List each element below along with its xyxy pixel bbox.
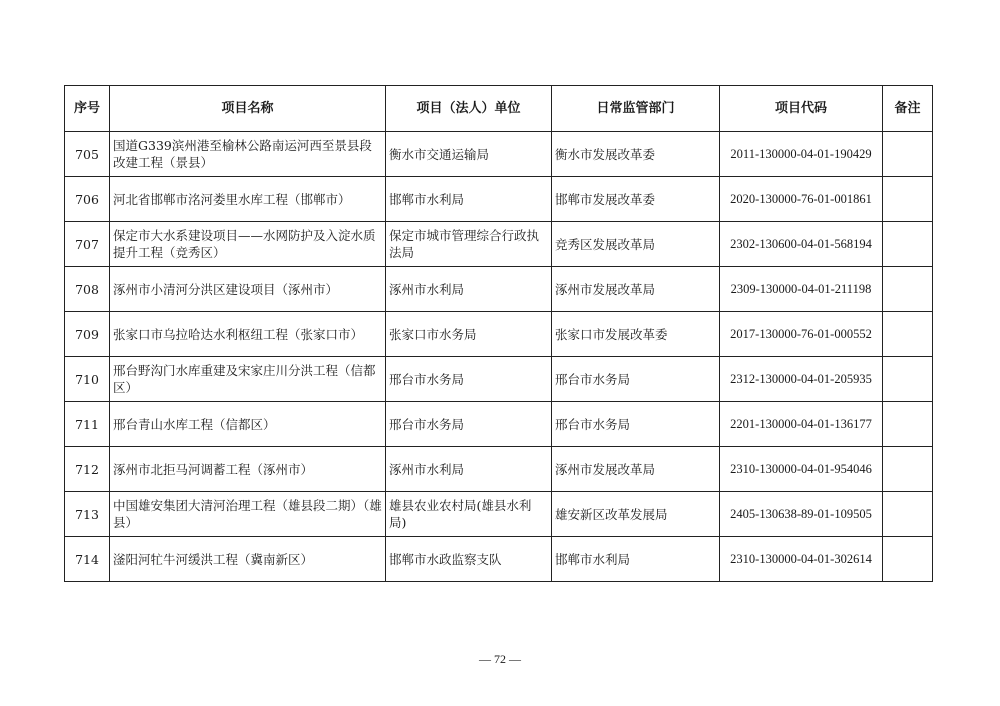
row-name: 保定市大水系建设项目——水网防护及入淀水质提升工程（竞秀区）: [110, 222, 386, 267]
row-code: 2405-130638-89-01-109505: [720, 492, 883, 537]
header-note: 备注: [883, 86, 933, 132]
header-unit: 项目（法人）单位: [386, 86, 552, 132]
row-name: 邢台青山水库工程（信都区）: [110, 402, 386, 447]
row-unit: 邢台市水务局: [386, 402, 552, 447]
row-name: 涿州市小清河分洪区建设项目（涿州市）: [110, 267, 386, 312]
row-unit: 张家口市水务局: [386, 312, 552, 357]
row-no: 712: [65, 447, 110, 492]
row-no: 705: [65, 132, 110, 177]
row-note: [883, 267, 933, 312]
row-note: [883, 357, 933, 402]
table-row: [65, 537, 933, 582]
header-dept: 日常监管部门: [552, 86, 720, 132]
row-code: 2201-130000-04-01-136177: [720, 402, 883, 447]
row-note: [883, 222, 933, 267]
row-no: 708: [65, 267, 110, 312]
page-number: — 72 —: [479, 652, 521, 666]
table-row: [65, 132, 933, 177]
row-dept: 邯郸市发展改革委: [552, 177, 720, 222]
row-unit: 雄县农业农村局(雄县水利局): [386, 492, 552, 537]
row-dept: 涿州市发展改革局: [552, 267, 720, 312]
row-unit: 保定市城市管理综合行政执法局: [386, 222, 552, 267]
row-code: 2309-130000-04-01-211198: [720, 267, 883, 312]
row-unit: 邯郸市水利局: [386, 177, 552, 222]
row-dept: 涿州市发展改革局: [552, 447, 720, 492]
row-note: [883, 492, 933, 537]
table-row: [65, 177, 933, 222]
row-unit: 邢台市水务局: [386, 357, 552, 402]
row-no: 713: [65, 492, 110, 537]
row-name: 国道G339滨州港至榆林公路南运河西至景县段改建工程（景县）: [110, 132, 386, 177]
row-name: 中国雄安集团大清河治理工程（雄县段二期）（雄县）: [110, 492, 386, 537]
row-dept: 张家口市发展改革委: [552, 312, 720, 357]
row-note: [883, 132, 933, 177]
row-code: 2020-130000-76-01-001861: [720, 177, 883, 222]
table-row: [65, 222, 933, 267]
table-row: [65, 357, 933, 402]
row-dept: 衡水市发展改革委: [552, 132, 720, 177]
header-code: 项目代码: [720, 86, 883, 132]
table-row: [65, 447, 933, 492]
row-note: [883, 177, 933, 222]
row-note: [883, 402, 933, 447]
row-code: 2017-130000-76-01-000552: [720, 312, 883, 357]
row-code: 2310-130000-04-01-954046: [720, 447, 883, 492]
row-code: 2302-130600-04-01-568194: [720, 222, 883, 267]
row-name: 河北省邯郸市洺河娄里水库工程（邯郸市）: [110, 177, 386, 222]
row-code: 2310-130000-04-01-302614: [720, 537, 883, 582]
row-name: 滏阳河牤牛河缓洪工程（冀南新区）: [110, 537, 386, 582]
row-name: 张家口市乌拉哈达水利枢纽工程（张家口市）: [110, 312, 386, 357]
header-name: 项目名称: [110, 86, 386, 132]
row-unit: 衡水市交通运输局: [386, 132, 552, 177]
row-note: [883, 312, 933, 357]
table-row: [65, 312, 933, 357]
table-header-row: [65, 86, 933, 132]
table-row: [65, 402, 933, 447]
row-no: 714: [65, 537, 110, 582]
row-unit: 涿州市水利局: [386, 447, 552, 492]
table-row: [65, 267, 933, 312]
row-no: 706: [65, 177, 110, 222]
row-no: 709: [65, 312, 110, 357]
row-name: 邢台野沟门水库重建及宋家庄川分洪工程（信都区）: [110, 357, 386, 402]
table-row: [65, 492, 933, 537]
row-name: 涿州市北拒马河调蓄工程（涿州市）: [110, 447, 386, 492]
project-table: [64, 85, 933, 582]
row-note: [883, 537, 933, 582]
row-note: [883, 447, 933, 492]
row-unit: 涿州市水利局: [386, 267, 552, 312]
row-dept: 邢台市水务局: [552, 357, 720, 402]
row-no: 710: [65, 357, 110, 402]
row-dept: 竞秀区发展改革局: [552, 222, 720, 267]
row-unit: 邯郸市水政监察支队: [386, 537, 552, 582]
row-no: 707: [65, 222, 110, 267]
header-no: 序号: [65, 86, 110, 132]
row-dept: 邯郸市水利局: [552, 537, 720, 582]
row-dept: 雄安新区改革发展局: [552, 492, 720, 537]
row-code: 2312-130000-04-01-205935: [720, 357, 883, 402]
row-no: 711: [65, 402, 110, 447]
row-code: 2011-130000-04-01-190429: [720, 132, 883, 177]
row-dept: 邢台市水务局: [552, 402, 720, 447]
